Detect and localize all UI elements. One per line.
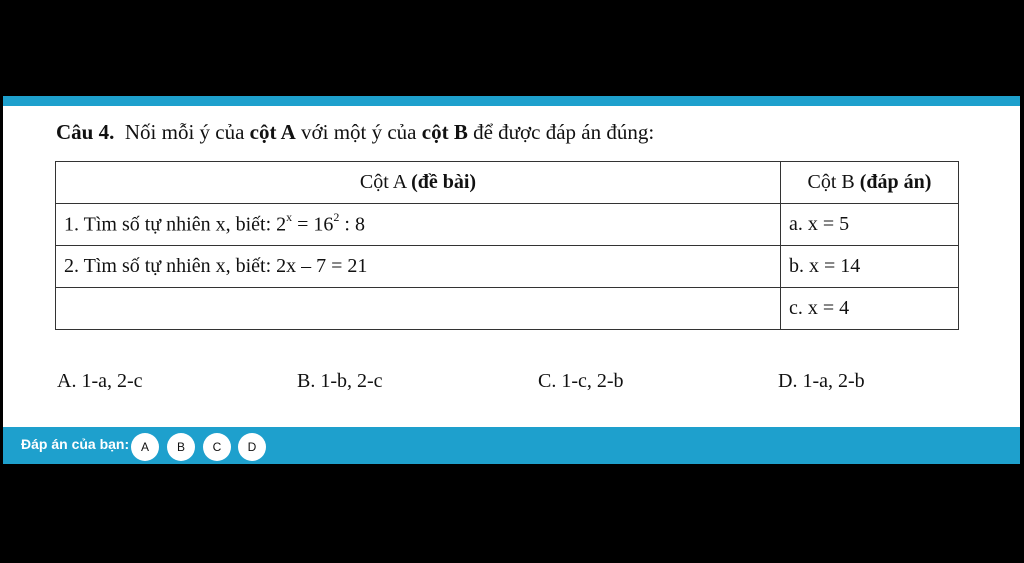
answer-label: Đáp án của bạn: (21, 436, 130, 452)
question-part1: Nối mỗi ý của (124, 120, 250, 144)
table-row (56, 204, 959, 246)
question-card (3, 96, 1020, 464)
row3-column-a (56, 288, 781, 330)
row3-column-b: c. x = 4 (781, 288, 959, 330)
option-d: D. 1-a, 2-b (778, 370, 865, 392)
header-column-a: Cột A (đề bài) (56, 162, 781, 204)
question-bold1: cột A (249, 120, 296, 144)
table-row (56, 288, 959, 330)
header-column-b: Cột B (đáp án) (781, 162, 959, 204)
option-c: C. 1-c, 2-b (538, 370, 624, 392)
option-a: A. 1-a, 2-c (57, 370, 143, 392)
answer-choice-c[interactable]: C (203, 433, 231, 461)
matching-table (55, 161, 959, 330)
row2-column-b: b. x = 14 (781, 246, 959, 288)
question-part3: để được đáp án đúng: (467, 120, 655, 144)
table-header-row (56, 162, 959, 204)
question-text (56, 120, 654, 145)
question-part2: với một ý của (295, 120, 422, 144)
answer-bar (3, 427, 1020, 464)
question-bold2: cột B (421, 120, 468, 144)
answer-choice-a[interactable]: A (131, 433, 159, 461)
row1-column-a: 1. Tìm số tự nhiên x, biết: $2^x = 16^2$ : 8 (56, 204, 781, 246)
row2-column-a: 2. Tìm số tự nhiên x, biết: 2x – 7 = 21 (56, 246, 781, 288)
question-label: Câu 4. (56, 120, 115, 144)
answer-choice-b[interactable]: B (167, 433, 195, 461)
top-accent-bar (3, 96, 1020, 106)
table-row (56, 246, 959, 288)
row1-column-b: a. x = 5 (781, 204, 959, 246)
option-b: B. 1-b, 2-c (297, 370, 383, 392)
answer-choice-d[interactable]: D (238, 433, 266, 461)
